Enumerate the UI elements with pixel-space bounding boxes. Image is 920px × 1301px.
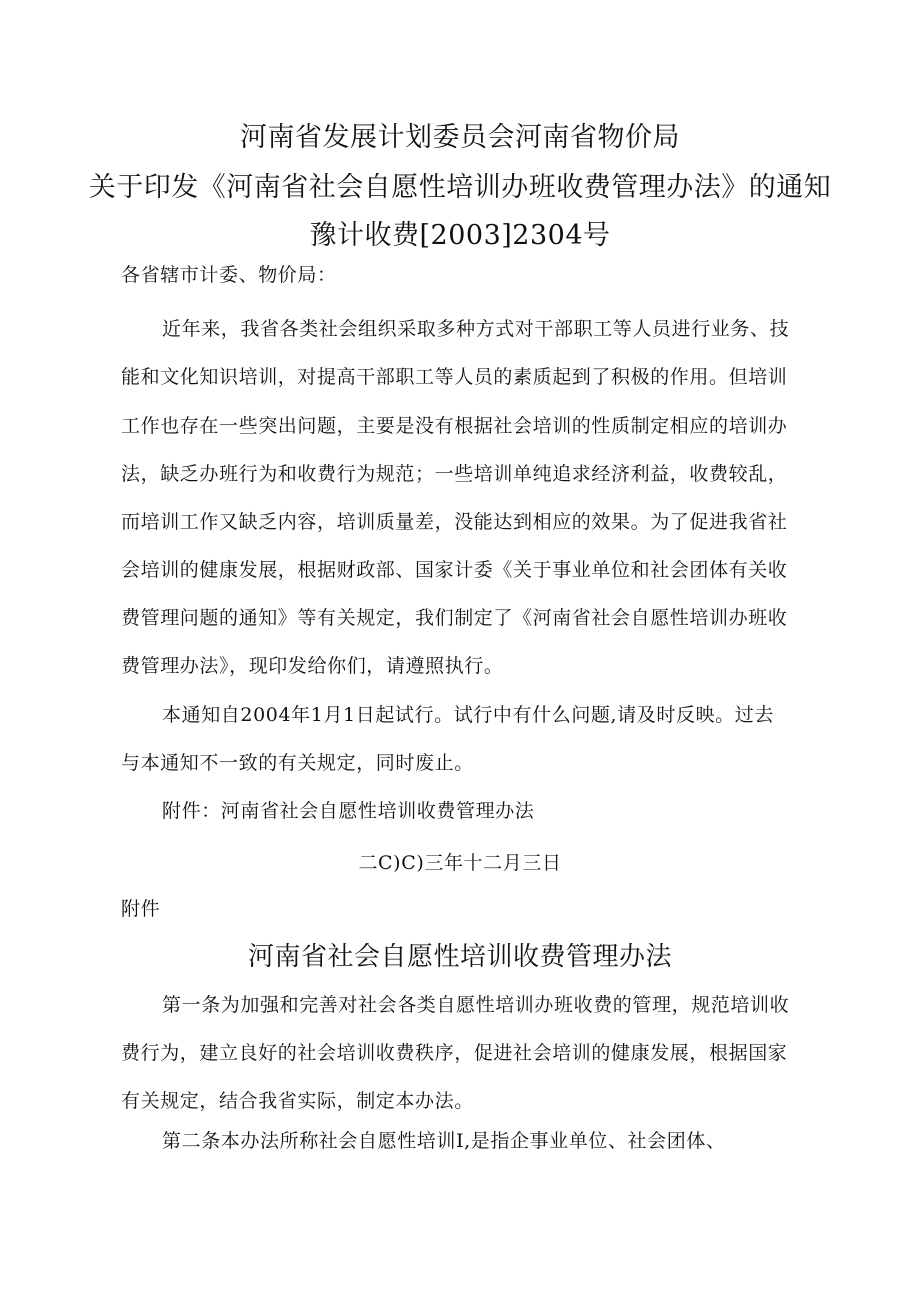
article-1-line: 费行为，建立良好的社会培训收费秩序，促进社会培训的健康发展，根据国家 [121, 1042, 788, 1064]
paragraph-1-line: 会培训的健康发展，根据财政部、国家计委《关于事业单位和社会团体有关收 [121, 559, 788, 581]
paragraph-1-line: 法，缺乏办班行为和收费行为规范；一些培训单纯追求经济利益，收费较乱， [121, 463, 788, 485]
title-line-2: 关于印发《河南省社会自愿性培训办班收费管理办法》的通知 [88, 172, 832, 203]
paragraph-1-line: 工作也存在一些突出问题，主要是没有根据社会培训的性质制定相应的培训办 [121, 415, 788, 437]
article-1-line: 第一条为加强和完善对社会各类自愿性培训办班收费的管理，规范培训收 [162, 994, 790, 1016]
attachment-title: 河南省社会自愿性培训收费管理办法 [247, 942, 672, 972]
attachment-label: 附件 [121, 898, 161, 920]
paragraph-1-line: 费管理问题的通知》等有关规定，我们制定了《河南省社会自愿性培训办班收 [121, 607, 788, 629]
article-2-line: 第二条本办法所称社会自愿性培训I,是指企事业单位、社会团体、 [162, 1130, 726, 1152]
paragraph-2-line: 本通知自2004年1月1日起试行。试行中有什么问题,请及时反映。过去 [162, 704, 774, 726]
title-line-1: 河南省发展计划委员会河南省物价局 [240, 122, 680, 153]
document-number: 豫计收费[2003]2304号 [309, 220, 611, 251]
issue-date: 二C)C)三年十二月三日 [358, 852, 562, 874]
salutation: 各省辖市计委、物价局： [121, 264, 337, 286]
attachment-reference: 附件：河南省社会自愿性培训收费管理办法 [162, 800, 535, 822]
paragraph-1-line: 费管理办法》，现印发给你们，请遵照执行。 [121, 655, 504, 677]
paragraph-1-line: 近年来，我省各类社会组织采取多种方式对干部职工等人员进行业务、技 [162, 318, 790, 340]
article-1-line: 有关规定，结合我省实际，制定本办法。 [121, 1090, 474, 1112]
paragraph-2-line: 与本通知不一致的有关规定，同时废止。 [121, 752, 474, 774]
paragraph-1-line: 而培训工作又缺乏内容，培训质量差，没能达到相应的效果。为了促进我省社 [121, 511, 788, 533]
paragraph-1-line: 能和文化知识培训，对提高干部职工等人员的素质起到了积极的作用。但培训 [121, 366, 788, 388]
